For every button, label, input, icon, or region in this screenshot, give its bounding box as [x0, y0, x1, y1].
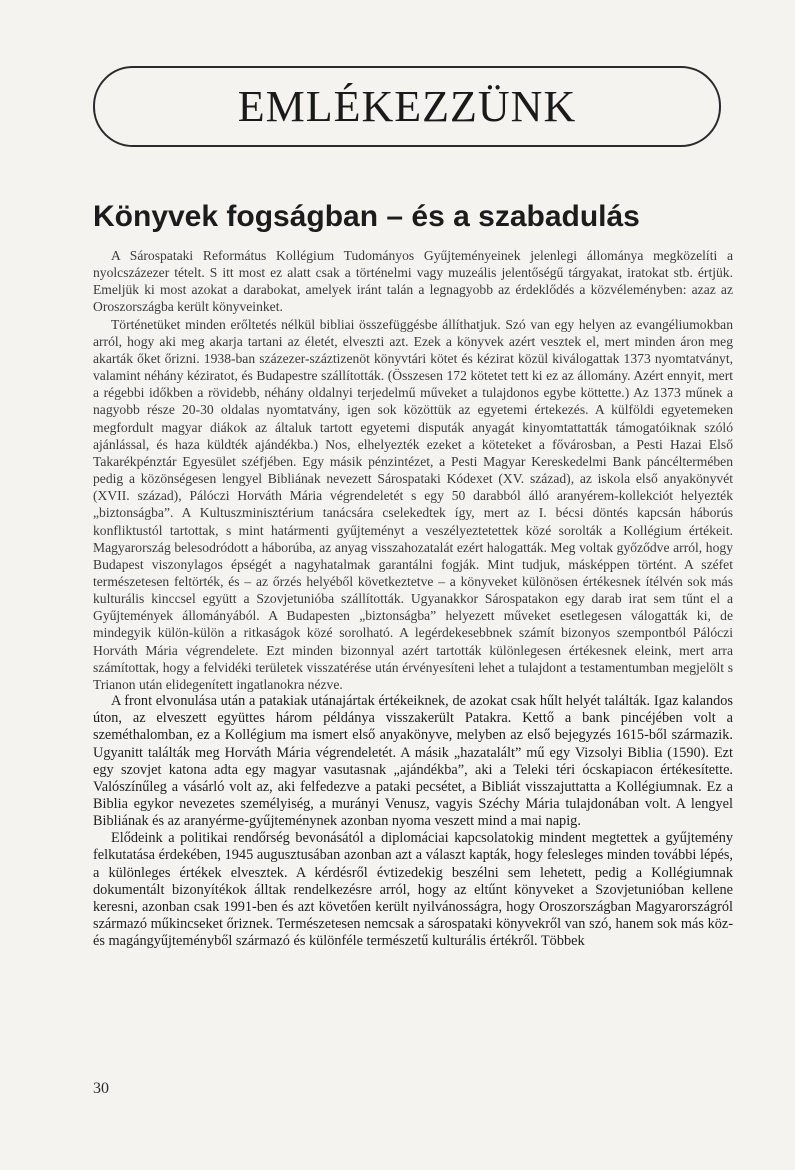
banner-title: EMLÉKEZZÜNK: [237, 82, 577, 131]
article-title: Könyvek fogságban – és a szabadulás: [93, 200, 640, 233]
paragraph-1: A Sárospataki Református Kollégium Tudományos Gyűjteményeinek jelenlegi állománya megközelíti a nyolcszázezer tételt. S itt most ez alatt csak a történelmi vagy muzeális jelentőségű tárgyakat, iratokat stb. értjük. Emeljük ki most azokat a darabokat, amelyek iránt talán a legnagyobb az érdeklődés a közvéleményben: azaz az Oroszországba került könyveinket.: [93, 248, 733, 315]
paragraph-2: Történetüket minden erőltetés nélkül bibliai összefüggésbe állíthatjuk. Szó van egy helyen az evangéliumokban arról, hogy aki meg akarja tartani az életét, elveszti azt. Ezek a könyvek azért vesztek el, mert minden áron meg akarták őket őrizni. 1938-ban százezer-száztizenöt könyvtári kötet és kézirat közül kiválogattak 1373 nyomtatványt, valamint néhány kéziratot, és Budapestre szállították. (Összesen 172 kötetet tett ki ez az állomány. Azért ennyit, mert a régebbi időkben a rövidebb, néhány oldalnyi terjedelmű műveket a tulajdonos egybe köttette.) Az 1373 műnek a nagyobb része 20-30 oldalas nyomtatvány, igen sok közöttük az egyetemi értekezés. A külföldi egyetemeken megfordult magyar diákok az általuk tartott egyetemi disputák anyagát kinyomtattatták támogatóiknak szóló ajánlással, és haza küldték ajándékba.) Nos, elhelyezték ezeket a köteteket a fővárosban, a Pesti Hazai Első Takarékpénztár Egyesület széfjében. Egy másik pénzintézet, a Pesti Magyar Kereskedelmi Bank páncéltermében pedig a közönségesen lengyel Bibliának nevezett Sárospataki Kódexet (XV. század), az iskola első anyakönyvét (XVII. század), Pálóczi Horváth Mária végrendeletét s egy 50 darabból álló aranyérem-kollekciót helyezték „biztonságba”. A Kultuszminisztérium tanácsára cselekedtek így, mert az I. bécsi döntés kapcsán háborús konfliktustól tartottak, s mint határmenti gyűjteményt a veszélyeztetettek közé sorolták a Kollégium értékeit. Magyarország belesodródott a háborúba, az anyag visszahozatalát ezért halogatták. Meg voltak győződve arról, hogy Budapest viszonylagos épségét a nagyhatalmak garantálni fogják. Mint tudjuk, másképpen történt. A széfet természetesen feltörték, és – az őrzés helyéből következtetve – a könyveket különösen értékesnek ítélvén sok más kulturális kinccsel együtt a Szovjetunióba szállították. Ugyanakkor Sárospatakon egy darab irat sem tűnt el a Gyűjtemények állományából. A Budapesten „biztonságba” helyezett műveket esetlegesen válogatták ki, de mindegyik külön-külön a ritkaságok közé sorolható. A legérdekesebbnek számít bizonyos szempontból Pálóczi Horváth Mária végrendelete. Ezt minden bizonnyal azért tartották különlegesen értékesnek eleink, mert arra számítottak, hogy a felvidéki területek visszatérése után érvényesíteni lehet a tulajdont a testamentumban megjelölt s Trianon után elidegenített ingatlanokra nézve.: [93, 316, 733, 692]
page-number: 30: [93, 1080, 109, 1097]
article-body: [93, 247, 733, 950]
paragraph-3: A front elvonulása után a patakiak utánajártak értékeiknek, de azokat csak hűlt helyét találták. Igaz kalandos úton, az elveszett együttes három példánya visszakerült Patakra. Kettő a bank pincéjében volt a szeméthalomban, ez a Kollégium ma ismert első anyakönyve, melyben az első bejegyzés 1615-ből származik. Ugyanitt találták meg Horváth Mária végrendeletét. A másik „hazatalált” mű egy Vizsolyi Biblia (1590). Ezt egy szovjet katona adta egy magyar vasutasnak „ajándékba”, aki a Teleki téri ócskapiacon értékesítette. Valószínűleg a vásárló volt az, aki felfedezve a pataki pecsétet, a Bibliát visszajuttatta a Kollégiumnak. Ez a Biblia egykor nevezetes személyiség, a murányi Venusz, vagyis Széchy Mária tulajdonában volt. A lengyel Bibliának és az aranyérme-gyűjteménynek azonban nyoma veszett mind a mai napig.: [93, 693, 733, 830]
section-banner: [93, 66, 721, 147]
paragraph-4: Elődeink a politikai rendőrség bevonásától a diplomáciai kapcsolatokig mindent megtettek a gyűjtemény felkutatása érdekében, 1945 augusztusában azonban azt a választ kapták, hogy felesleges minden további lépés, a különleges értékek elvesztek. A kérdésről évtizedekig beszélni sem lehetett, pedig a Kollégiumnak dokumentált bizonyítékok álltak rendelkezésre arról, hogy az eltűnt könyveket a Szovjetunióban kellene keresni, azonban csak 1991-ben és azt követően került nyilvánosságra, hogy Oroszországban Magyarországról származó műkincseket őriznek. Természetesen nemcsak a sárospataki könyvekről van szó, hanem sok más köz- és magángyűjteményből származó és különféle természetű kulturális értékről. Többek: [93, 830, 733, 950]
